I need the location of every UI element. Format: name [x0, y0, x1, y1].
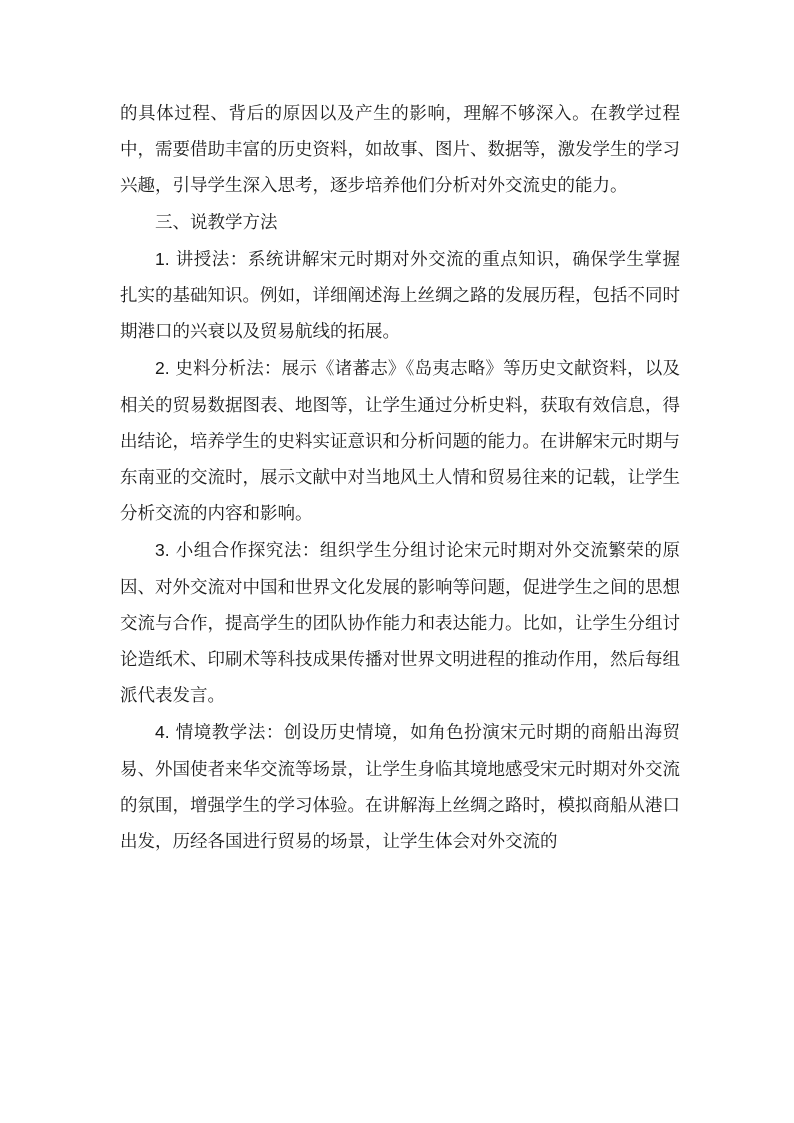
item-number: 2. — [155, 358, 170, 379]
item-text: 小组合作探究法：组织学生分组讨论宋元时期对外交流繁荣的原因、对外交流对中国和世界文化发展的影响等问题，促进学生之间的思想交流与合作，提高学生的团队协作能力和表达能力。比如，让学生分组讨论造纸术、印刷术等科技成果传播对世界文明进程的推动作用，然后每组派代表发言。 — [120, 541, 680, 707]
item-text: 讲授法：系统讲解宋元时期对外交流的重点知识，确保学生掌握扎实的基础知识。例如，详细阐述海上丝绸之路的发展历程，包括不同时期港口的兴衰以及贸易航线的拓展。 — [120, 249, 680, 343]
item-number: 1. — [155, 248, 170, 269]
method-item-lecture — [120, 241, 680, 351]
item-text: 情境教学法：创设历史情境，如角色扮演宋元时期的商船出海贸易、外国使者来华交流等场景，让学生身临其境地感受宋元时期对外交流的氛围，增强学生的学习体验。在讲解海上丝绸之路时，模拟商船从港口出发，历经各国进行贸易的场景，让学生体会对外交流的 — [120, 723, 680, 853]
method-item-group-inquiry — [120, 532, 680, 714]
continuation-paragraph: 的具体过程、背后的原因以及产生的影响，理解不够深入。在教学过程中，需要借助丰富的历史资料，如故事、图片、数据等，激发学生的学习兴趣，引导学生深入思考，逐步培养他们分析对外交流史的能力。 — [120, 104, 680, 197]
method-item-situational — [120, 714, 680, 860]
item-number: 3. — [155, 540, 170, 561]
item-number: 4. — [155, 722, 170, 743]
section-heading: 三、说教学方法 — [155, 212, 278, 233]
item-text: 史料分析法：展示《诸蕃志》《岛夷志略》等历史文献资料，以及相关的贸易数据图表、地图等，让学生通过分析史料，获取有效信息，得出结论，培养学生的史料实证意识和分析问题的能力。在讲解宋元时期与东南亚的交流时，展示文献中对当地风土人情和贸易往来的记载，让学生分析交流的内容和影响。 — [120, 359, 680, 525]
method-item-source-analysis — [120, 350, 680, 532]
document-body — [120, 96, 680, 860]
